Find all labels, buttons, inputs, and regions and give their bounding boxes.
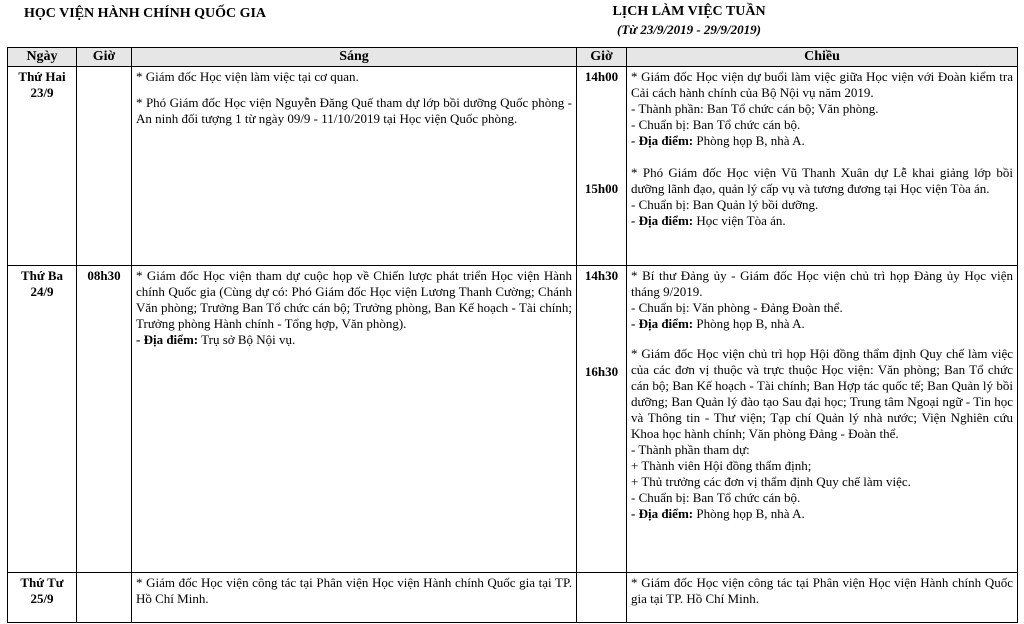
day-name: Thứ Hai xyxy=(18,69,66,84)
am-time-cell: 08h30 xyxy=(77,266,132,573)
am-time-cell xyxy=(77,573,132,623)
schedule-table xyxy=(7,47,1018,623)
pm-time-cell xyxy=(577,67,627,266)
col-day: Ngày xyxy=(8,48,77,67)
afternoon-detail: - Chuẩn bị: Ban Quản lý bồi dưỡng. xyxy=(631,197,819,212)
location-label: - Địa điểm: xyxy=(631,213,694,228)
col-afternoon: Chiều xyxy=(627,48,1018,67)
afternoon-item: * Bí thư Đảng ủy - Giám đốc Học viện chủ trì họp Đảng ủy Học viện tháng 9/2019. xyxy=(631,268,1013,299)
afternoon-detail: - Thành phần tham dự: xyxy=(631,442,750,457)
table-row xyxy=(8,266,1018,573)
location-label: - Địa điểm: xyxy=(631,133,694,148)
afternoon-location xyxy=(631,133,1013,149)
afternoon-location xyxy=(631,316,1013,332)
day-cell xyxy=(8,266,77,573)
organization-name: HỌC VIỆN HÀNH CHÍNH QUỐC GIA xyxy=(24,6,267,21)
afternoon-item: * Giám đốc Học viện dự buổi làm việc giữa Học viện với Đoàn kiểm tra Cải cách hành chính của Bộ Nội vụ năm 2019. xyxy=(631,69,1013,100)
schedule-title: LỊCH LÀM VIỆC TUẦN xyxy=(612,4,766,19)
day-name: Thứ Tư xyxy=(20,575,64,590)
day-cell xyxy=(8,67,77,266)
col-time-pm: Giờ xyxy=(577,48,627,67)
morning-item: * Giám đốc Học viện làm việc tại cơ quan. xyxy=(136,69,359,84)
afternoon-detail: - Chuẩn bị: Ban Tổ chức cán bộ. xyxy=(631,117,801,132)
location-label: - Địa điểm: xyxy=(136,332,199,347)
morning-cell xyxy=(132,573,577,623)
location-value: Phòng họp B, nhà A. xyxy=(693,506,805,521)
pm-time: 14h00 xyxy=(584,69,619,84)
pm-time: 15h00 xyxy=(584,181,619,196)
afternoon-location xyxy=(631,213,1013,229)
afternoon-detail: - Chuẩn bị: Văn phòng - Đảng Đoàn thể. xyxy=(631,300,843,315)
pm-time-cell xyxy=(577,266,627,573)
day-date: 24/9 xyxy=(30,284,54,299)
location-value: Phòng họp B, nhà A. xyxy=(693,316,805,331)
table-header-row xyxy=(8,48,1018,67)
afternoon-detail: + Thủ trưởng các đơn vị thẩm định Quy chế làm việc. xyxy=(631,474,911,489)
date-range: (Từ 23/9/2019 - 29/9/2019) xyxy=(617,22,761,37)
morning-item: * Phó Giám đốc Học viện Nguyễn Đăng Quế tham dự lớp bồi dưỡng Quốc phòng - An ninh đối tượng 1 từ ngày 09/9 - 11/10/2019 tại Học viện Quốc phòng. xyxy=(136,95,572,126)
day-cell xyxy=(8,573,77,623)
afternoon-detail: + Thành viên Hội đồng thẩm định; xyxy=(631,458,812,473)
afternoon-location xyxy=(631,506,1013,522)
location-label: - Địa điểm: xyxy=(631,506,694,521)
am-time-cell xyxy=(77,67,132,266)
morning-location xyxy=(136,332,572,348)
location-value: Trụ sở Bộ Nội vụ. xyxy=(198,332,296,347)
pm-time-cell xyxy=(577,573,627,623)
afternoon-item: * Giám đốc Học viện chủ trì họp Hội đồng thẩm định Quy chế làm việc của các đơn vị thuộc và trực thuộc Học viện: Văn phòng; Ban Tổ chức cán bộ; Ban Kế hoạch - Tài chính; Ban Hợp tác quốc tế; Ban Quản lý bồi dưỡng; Ban Quản lý đào tạo Sau đại học; Trung tâm Ngoại ngữ - Tin học và Thông tin - Thư viện; Tạp chí Quản lý nhà nước; Viện Nghiên cứu Khoa học hành chính; Văn phòng Đảng - Đoàn thể. xyxy=(631,346,1013,441)
day-date: 23/9 xyxy=(30,85,54,100)
day-name: Thứ Ba xyxy=(20,268,64,283)
afternoon-detail: - Chuẩn bị: Ban Tổ chức cán bộ. xyxy=(631,490,801,505)
pm-time: 16h30 xyxy=(584,364,619,379)
location-label: - Địa điểm: xyxy=(631,316,694,331)
afternoon-cell xyxy=(627,67,1018,266)
afternoon-detail: - Thành phần: Ban Tổ chức cán bộ; Văn phòng. xyxy=(631,101,879,116)
morning-cell xyxy=(132,67,577,266)
col-time-am: Giờ xyxy=(77,48,132,67)
table-row xyxy=(8,67,1018,266)
afternoon-cell xyxy=(627,266,1018,573)
location-value: Học viện Tòa án. xyxy=(693,213,786,228)
afternoon-item: * Phó Giám đốc Học viện Vũ Thanh Xuân dự Lễ khai giảng lớp bồi dưỡng lãnh đạo, quản lý cấp vụ và tương đương tại Học viện Tòa án. xyxy=(631,165,1013,196)
afternoon-cell xyxy=(627,573,1018,623)
pm-time: 14h30 xyxy=(584,268,619,283)
col-morning: Sáng xyxy=(132,48,577,67)
afternoon-item: * Giám đốc Học viện công tác tại Phân viện Học viện Hành chính Quốc gia tại TP. Hồ Chí Minh. xyxy=(631,575,1013,606)
morning-cell xyxy=(132,266,577,573)
table-row xyxy=(8,573,1018,623)
morning-item: * Giám đốc Học viện công tác tại Phân viện Học viện Hành chính Quốc gia tại TP. Hồ Chí Minh. xyxy=(136,575,572,606)
morning-item: * Giám đốc Học viện tham dự cuộc họp về Chiến lược phát triển Học viện Hành chính Quốc gia (Cùng dự có: Phó Giám đốc Học viện Lương Thanh Cường; Chánh Văn phòng; Trưởng Ban Tổ chức cán bộ; Trưởng phòng, Ban Kế hoạch - Tài chính; Trưởng phòng Hành chính - Tổng hợp, Văn phòng). xyxy=(136,268,572,331)
location-value: Phòng họp B, nhà A. xyxy=(693,133,805,148)
day-date: 25/9 xyxy=(30,591,54,606)
